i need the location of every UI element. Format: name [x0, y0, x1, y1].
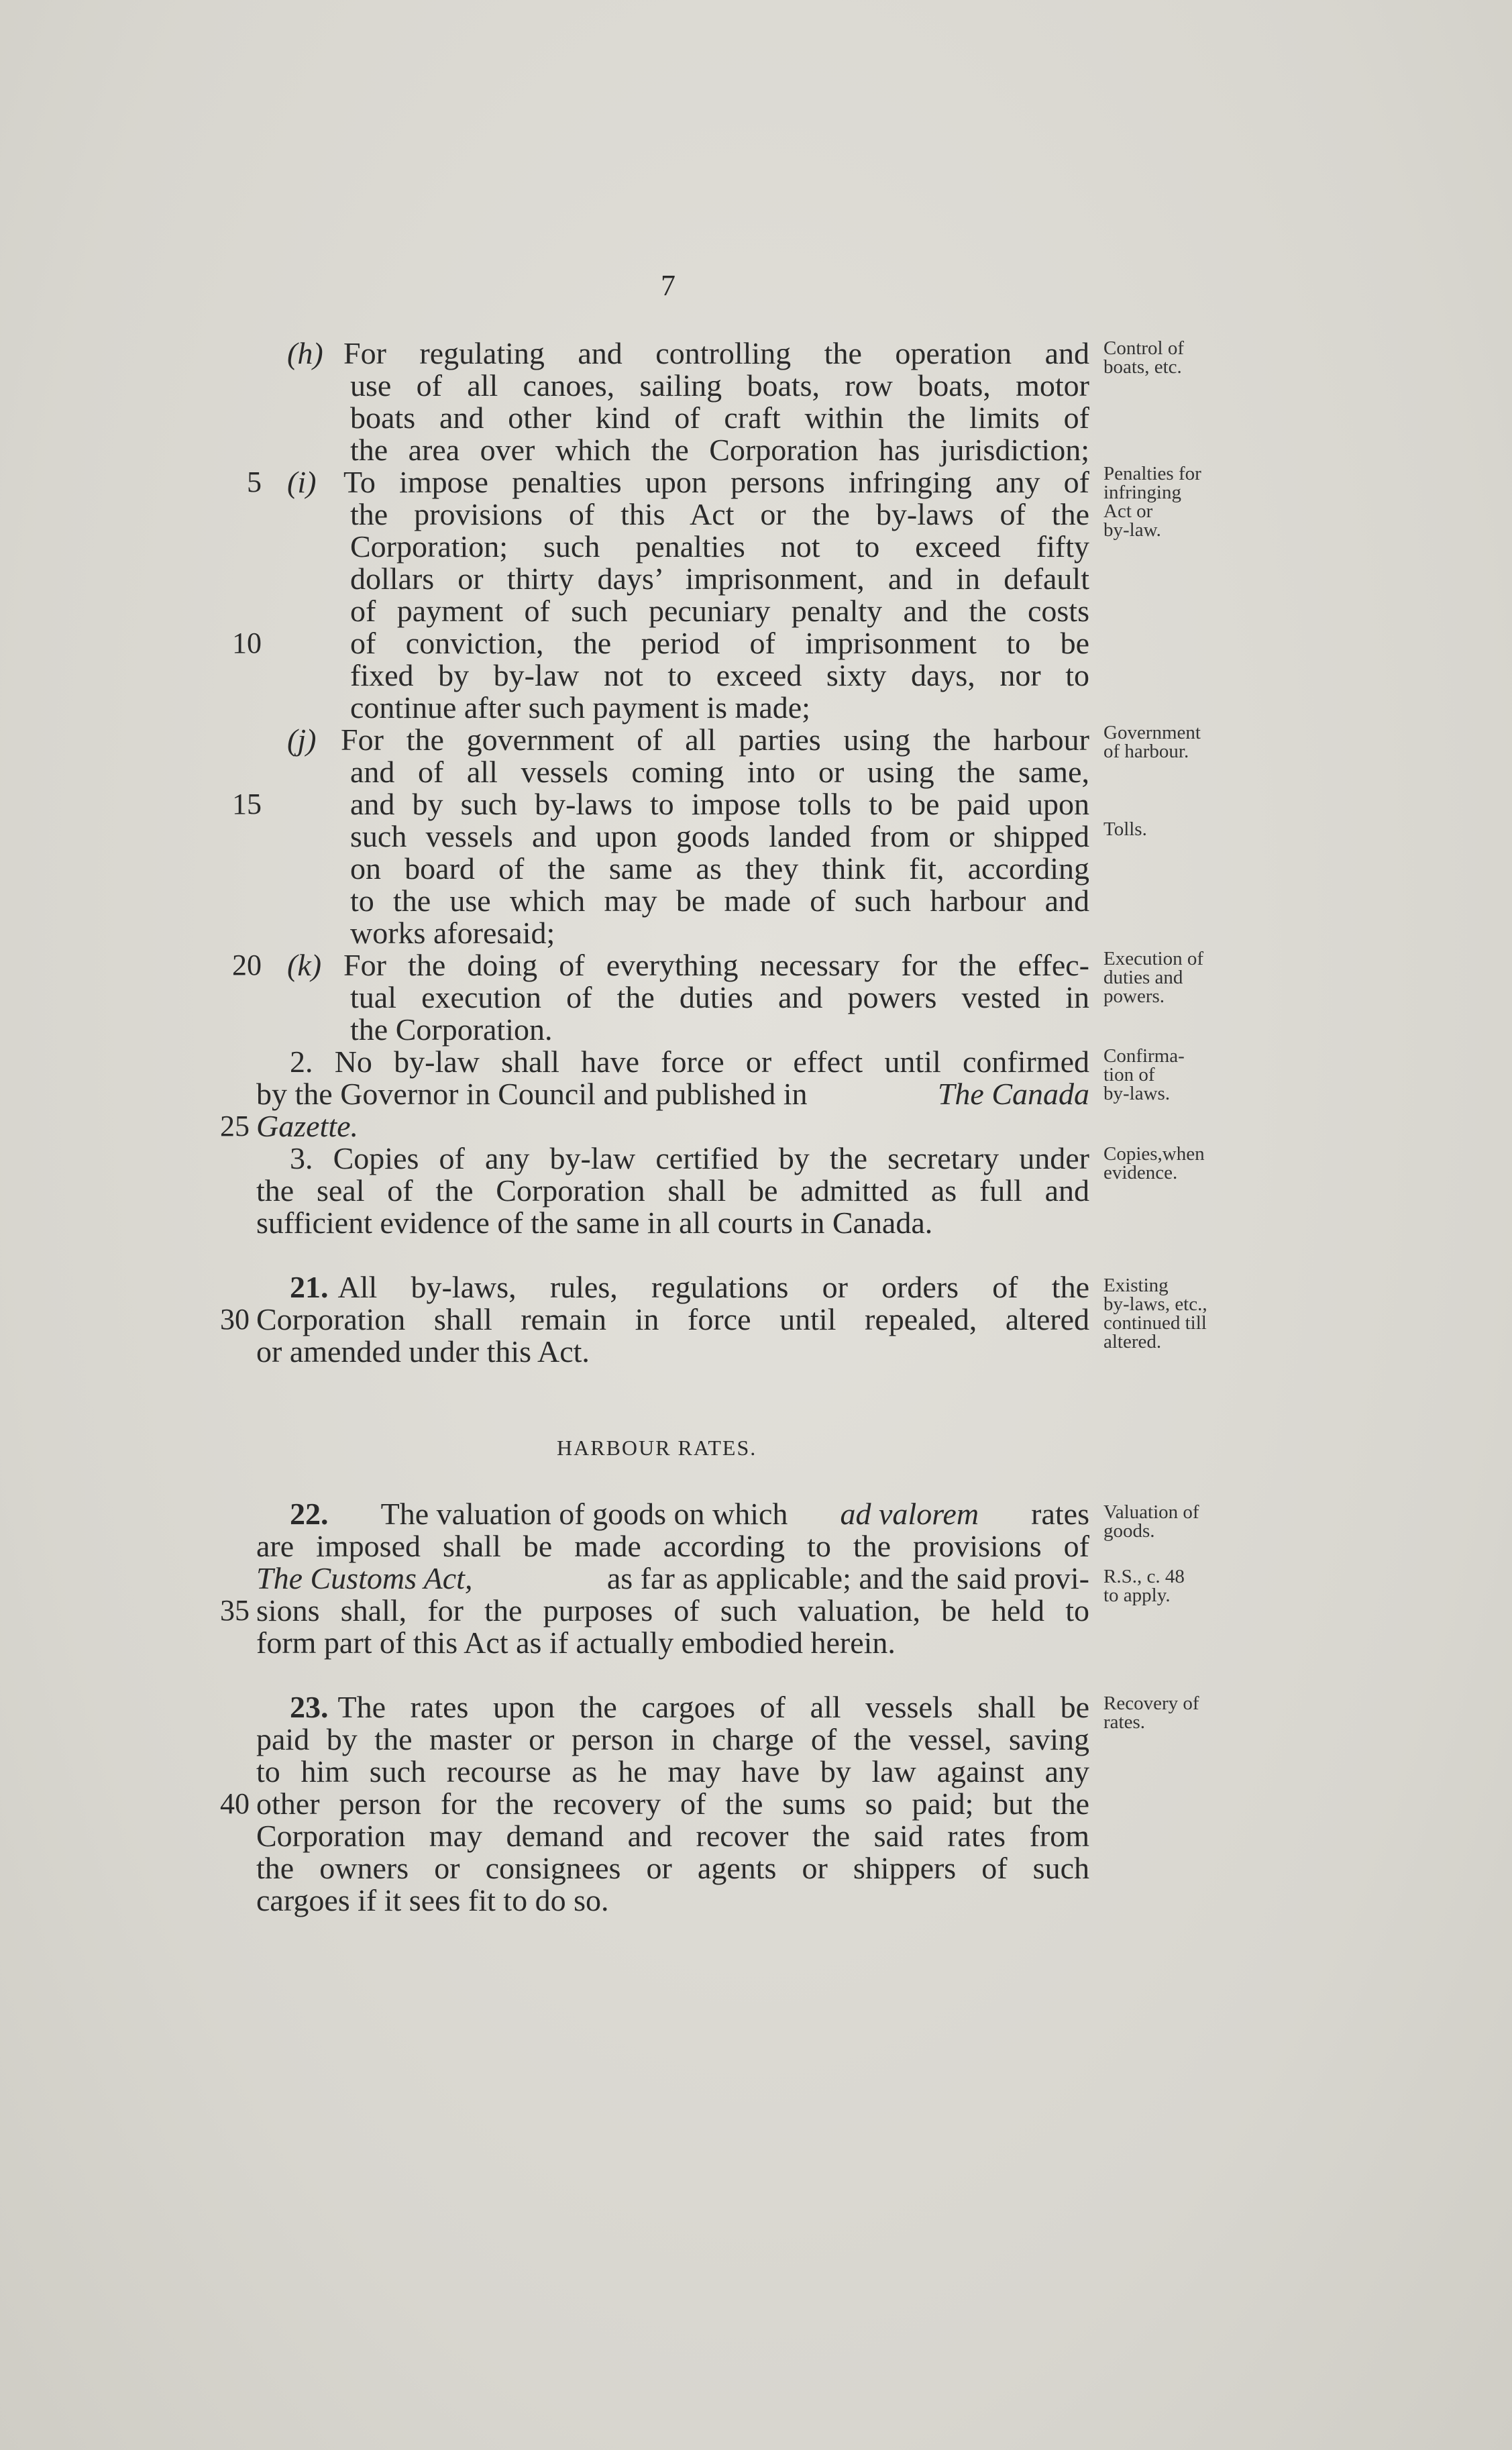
clause-j-line-4: such vessels and upon goods landed from or shipped [350, 819, 1089, 853]
subsection-2-line-2 [256, 1078, 1089, 1110]
section-23-line-1 [290, 1691, 1089, 1723]
section-22-customs-act: The Customs Act, [256, 1561, 473, 1595]
clause-i-label: (i) [287, 465, 317, 499]
section-23-line-6: the owners or consignees or agents or shippers of such [256, 1851, 1089, 1885]
line-number: 30 [220, 1303, 250, 1336]
marginal-note: Confirma- tion of by-laws. [1103, 1045, 1185, 1104]
marginal-note: Government of harbour. [1103, 722, 1201, 762]
clause-h-line-2: use of all canoes, sailing boats, row boats, motor [350, 368, 1089, 403]
clause-j-line-1: For the government of all parties using the harbour [341, 723, 1089, 757]
clause-i-line-8: continue after such payment is made; [350, 690, 810, 725]
clause-j-line-7: works aforesaid; [350, 916, 555, 950]
section-23-text: The rates upon the cargoes of all vessels shall be [337, 1690, 1089, 1724]
section-22-number: 22. [290, 1497, 329, 1531]
section-21-line-2: Corporation shall remain in force until repealed, altered [256, 1302, 1089, 1336]
section-21-number: 21. [290, 1270, 329, 1304]
section-22-line-1 [290, 1498, 1089, 1530]
section-22-line-3-text: as far as applicable; and the said provi- [606, 1561, 1089, 1595]
clause-k-label: (k) [287, 948, 322, 982]
clause-j-line-3: and by such by-laws to impose tolls to be paid upon [350, 787, 1089, 821]
marginal-note: Control of boats, etc. [1103, 337, 1185, 378]
clause-k-line-2: tual execution of the duties and powers vested in [350, 980, 1089, 1014]
clause-i-line-4: dollars or thirty days’ imprisonment, and in default [350, 562, 1089, 596]
clause-i-line-6: of conviction, the period of imprisonment to be [350, 626, 1089, 660]
marginal-note: Valuation of goods. [1103, 1501, 1199, 1542]
line-number: 20 [232, 949, 262, 981]
clause-j-line-6: to the use which may be made of such harbour and [350, 884, 1089, 918]
section-23-line-7: cargoes if it sees fit to do so. [256, 1883, 609, 1917]
clause-i-line-5: of payment of such pecuniary penalty and the costs [350, 594, 1089, 628]
line-number: 15 [232, 788, 262, 820]
section-23-number: 23. [290, 1690, 329, 1724]
section-21-line-3: or amended under this Act. [256, 1334, 590, 1369]
line-number: 10 [232, 627, 262, 659]
subsection-2-line-3: Gazette. [256, 1109, 359, 1143]
section-22-line-3 [256, 1562, 1089, 1595]
section-21-text: All by-laws, rules, regulations or orders of the [337, 1270, 1089, 1304]
subsection-3-line-1: 3. Copies of any by-law certified by the secretary under [290, 1141, 1089, 1175]
marginal-note: Copies,when evidence. [1103, 1143, 1205, 1183]
section-23-line-2: paid by the master or person in charge of the vessel, saving [256, 1722, 1089, 1756]
section-22-line-4: sions shall, for the purposes of such valuation, be held to [256, 1593, 1089, 1628]
marginal-note: Recovery of rates. [1103, 1693, 1199, 1733]
clause-j-label: (j) [287, 723, 317, 757]
clause-k-line-1: For the doing of everything necessary for the effec- [343, 948, 1089, 982]
section-23-line-3: to him such recourse as he may have by law against any [256, 1754, 1089, 1789]
section-23-line-4: other person for the recovery of the sums so paid; but the [256, 1787, 1089, 1821]
section-22-text: The valuation of goods on which [380, 1497, 788, 1531]
line-number: 25 [220, 1110, 250, 1142]
clause-h-line-3: boats and other kind of craft within the limits of [350, 401, 1089, 435]
clause-k-line-3: the Corporation. [350, 1012, 553, 1047]
subsection-3-line-2: the seal of the Corporation shall be admitted as full and [256, 1173, 1089, 1208]
subsection-2-text: by the Governor in Council and published in [256, 1077, 808, 1111]
clause-j-line-2: and of all vessels coming into or using the same, [350, 755, 1089, 789]
clause-i-line-1: To impose penalties upon persons infringing any of [343, 465, 1089, 499]
clause-i-line-2: the provisions of this Act or the by-laws of the [350, 497, 1089, 531]
page-number: 7 [661, 269, 676, 302]
marginal-note: Penalties for infringing Act or by-law. [1103, 463, 1201, 541]
section-22-text-end: rates [1031, 1497, 1089, 1531]
clause-h-line-1: For regulating and controlling the operation and [343, 336, 1089, 370]
marginal-note: R.S., c. 48 to apply. [1103, 1566, 1185, 1606]
clause-i-line-3: Corporation; such penalties not to exceed fifty [350, 529, 1089, 564]
marginal-note: Tolls. [1103, 818, 1147, 840]
section-22-line-2: are imposed shall be made according to the provisions of [256, 1529, 1089, 1563]
subsection-3-line-3: sufficient evidence of the same in all courts in Canada. [256, 1206, 933, 1240]
clause-h-line-4: the area over which the Corporation has jurisdiction; [350, 433, 1089, 467]
subsection-2-line-1: 2. No by-law shall have force or effect until confirmed [290, 1045, 1089, 1079]
section-22-ad-valorem: ad valorem [840, 1497, 979, 1531]
marginal-note: Existing by-laws, etc., continued till altered. [1103, 1275, 1207, 1352]
marginal-note: Execution of duties and powers. [1103, 948, 1203, 1007]
clause-h-label: (h) [287, 336, 323, 370]
section-23-line-5: Corporation may demand and recover the said rates from [256, 1819, 1089, 1853]
line-number: 40 [220, 1787, 250, 1820]
subsection-2-gazette-title: The Canada [937, 1077, 1089, 1111]
clause-i-line-7: fixed by by-law not to exceed sixty days, nor to [350, 658, 1089, 692]
section-21-line-1 [290, 1271, 1089, 1303]
section-22-line-5: form part of this Act as if actually embodied herein. [256, 1626, 896, 1660]
line-number: 35 [220, 1594, 250, 1627]
clause-j-line-5: on board of the same as they think fit, according [350, 851, 1089, 886]
line-number: 5 [247, 466, 262, 498]
section-heading: HARBOUR RATES. [557, 1436, 757, 1460]
